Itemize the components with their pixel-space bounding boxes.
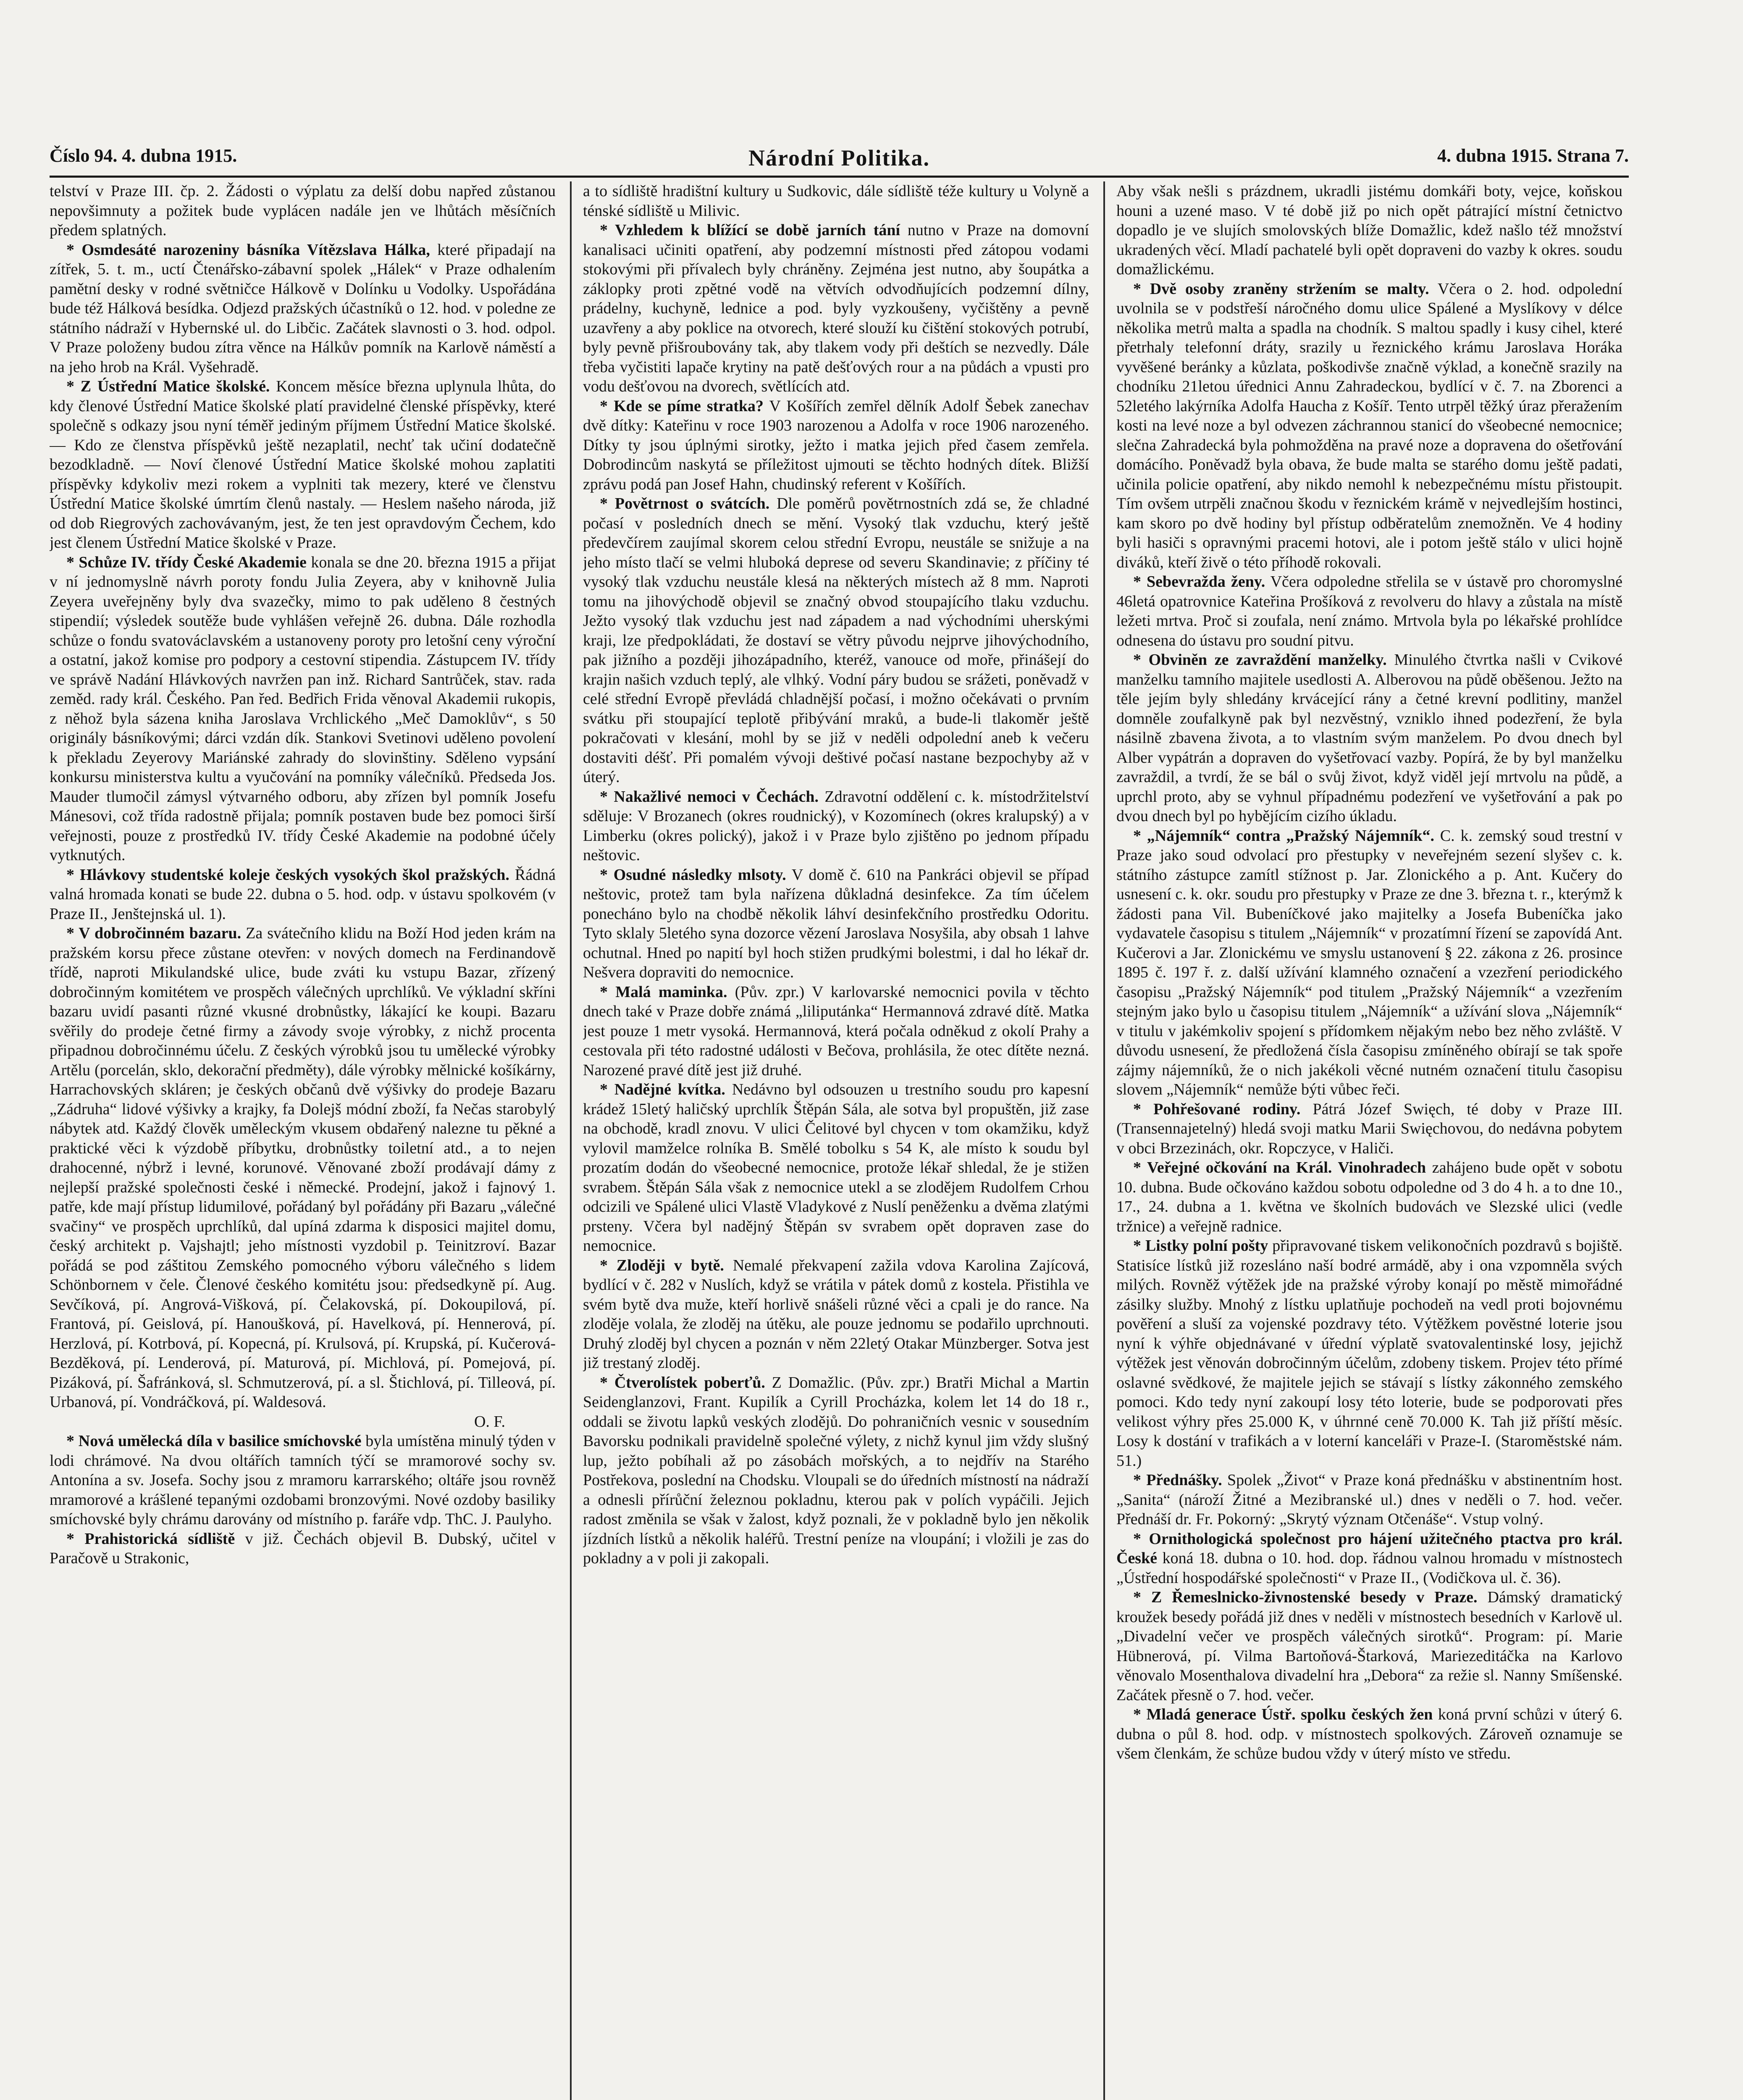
article-text: Nemalé překvapení zažila vdova Karolina Zajícová, bydlící v č. 282 v Nuslích, když se vrátila v pátek domů z kostela. Přistihla ve svém bytě dva muže, kteří horlivě snášeli různé věci a cpali je do rance. Na zloděje volala, že zloděj na útěku, ale pouze jednomu se podařilo uprchnouti. Druhý zloděj byl chycen a poznán v něm 22letý Otakar Münzberger. Sotva jest již trestaný zloděj.	[583, 1256, 1089, 1372]
article-heading: * Schůze IV. třídy České Akademie	[66, 553, 307, 571]
article-heading: * Pohřešované rodiny.	[1133, 1100, 1301, 1118]
newspaper-title: Národní Politika.	[748, 145, 930, 171]
article-text: nutno v Praze na domovní kanalisaci učiniti opatření, aby podzemní místnosti před zátopou vodami stokovými při přívalech byly chráněny. Zejména jest nutno, aby šoupátka a záklopky proti zpětné vodě na větvích odvodňujících podzemní dílny, prádelny, kuchyně, lednice a pod. byly vyzkoušeny, vyčištěny a pevně uzavřeny a aby poklice na otvorech, které slouží ku čištění stokových potrubí, byly pevně přišroubovány tak, aby tlakem vody při deštích se nezvedly. Dále třeba vyčistiti lapače krytiny na patě dešťových rour a na půdách a vpusti pro vodu dešťovou na dvorech, světlících atd.	[583, 221, 1089, 395]
article-heading: * Kde se píme stratka?	[600, 397, 764, 415]
article-text: koná první schůzi v úterý 6. dubna o půl 8. hod. odp. v místnostech spolkových. Zároveň oznamuje se všem členkám, že schůze budou vždy v úterý místo ve středu.	[1116, 1706, 1622, 1762]
header-rule	[50, 176, 1629, 178]
article-paragraph	[50, 240, 556, 377]
article-paragraph	[583, 396, 1089, 494]
article-text: připravované tiskem velikonočních pozdravů s bojiště. Statisíce lístků již rozesláno naší bodré armádě, aby i ona vzpomněla svých milých. Rovněž výtěžek jde na pražské výroby konají po městě mimořádné zásilky služby. Mnohý z lístku uplatňuje pochodeň na vedl proti bojovnému pověření a sluší za vojenské pozdravy této. Výtěžkem pověstné loterie jsou nyní k výhře objednávané v úřední výplatě svatovalentinské losy, jejichž výtěžek jest věnován dobročinným účelům, zdobeny tiskem. Projev této přímé oslavné svědkové, že majitele jejich se stávají s lístky zákonného zemského pomoci. Kdo tedy nyní zakoupí losy této loterie, bude se podporovati přes velikost výhry přes 25.000 K, v úhrnné ceně 70.000 K. Tah již příští měsíc. Losy k dostání v trafikách a v loterní kanceláři v Praze-I. (Staroměstské nám. 51.)	[1116, 1237, 1622, 1470]
article-text: Koncem měsíce března uplynula lhůta, do kdy členové Ústřední Matice školské platí pravidelné členské příspěvky, které společně s odkazy jsou nyní téměř jediným příjmem Ústřední Matice školské. — Kdo ze členstva příspěvků ještě nezaplatil, nechť tak učiní dodatečně bezodkladně. — Noví členové Ústřední Matice školské mohou zaplatiti příspěvky kdykoliv mezi rokem a vyplniti tak mezery, které ve členstvu Ústřední Matice školské úmrtím členů nastaly. — Heslem našeho národa, již od dob Riegrových zachovávaným, jest, že ten jest opravdovým Čechem, kdo jest členem Ústřední Matice školské v Praze.	[50, 378, 556, 551]
article-paragraph	[50, 924, 556, 1412]
article-heading: * Osmdesáté narozeniny básníka Vítězslava Hálka,	[66, 241, 430, 259]
column-1	[50, 181, 556, 2100]
article-paragraph	[50, 1431, 556, 1529]
article-text: Zdravotní oddělení c. k. místodržitelství sděluje: V Brozanech (okres roudnický), v Kozomínech (okres kralupský) a v Limberku (okres polický), jakož i v Praze bylo zjištěno po jednom případu neštovic.	[583, 788, 1089, 864]
article-text: které připadají na zítřek, 5. t. m., uctí Čtenářsko-zábavní spolek „Hálek“ v Praze odhalením pamětní desky v rodné světničce Hálkově v Dolínku u Vodolky. Uspořádána bude též Hálková besídka. Odjezd pražských účastníků o 12. hod. v poledne ze státního nádraží v Hybernské ul. do Libčic. Začátek slavnosti o 3. hod. odpol. V Praze položeny budou zítra věnce na Hálkův pomník na Karlově náměstí a na jeho hrob na Král. Vyšehradě.	[50, 241, 556, 376]
column-divider	[1103, 181, 1105, 2100]
article-text: Včera odpoledne střelila se v ústavě pro choromyslné 46letá opatrovnice Kateřina Prošíková z revolveru do hlavy a zůstala na místě ležeti mrtva. Proč si zoufala, není známo. Mrtvola byla po lékařské prohlídce odnesena do ústavu pro soudní pitvu.	[1116, 573, 1622, 649]
article-text: Pátrá Józef Swięch, té doby v Praze III. (Transennajetelný) hledá svoji matku Marii Swięchovou, do nedávna pobytem v obci Brzezinách, okr. Ropczyce, v Haliči.	[1116, 1100, 1622, 1157]
article-heading: * Osudné následky mlsoty.	[600, 866, 786, 884]
article-paragraph	[50, 553, 556, 865]
article-paragraph	[1116, 1470, 1622, 1529]
article-text: telství v Praze III. čp. 2. Žádosti o výplatu za delší dobu napřed zůstanou nepovšimnuty a požitek bude vyplácen nadále jen ve lhůtách měsíčních předem splatných.	[50, 182, 556, 239]
article-heading: * Z Ústřední Matice školské.	[66, 378, 270, 395]
article-text: Spolek „Život“ v Praze koná přednášku v abstinentním host. „Sanita“ (nároží Žitné a Mezibranské ul.) dnes v neděli o 7. hod. večer. Přednáší dr. Fr. Pokorný: „Skrytý význam Otčenáše“. Vstup volný.	[1116, 1471, 1622, 1528]
article-heading: * Povětrnost o svátcích.	[600, 495, 770, 512]
article-text: Z Domažlic. (Pův. zpr.) Bratři Michal a Martin Seidenglanzovi, Frant. Kupilík a Cyrill Procházka, kolem let 14 do 18 r., oddali se životu lapků veských zlodějů. Do pohraničních vesnic v sousedním Bavorsku podnikali pravidelně společné výlety, z nichž kynul jim vždy slušný lup, ježto pobíhali až po zásobách mořských, a to nejdřív na Starého Postřekova, poslední na Chodsku. Vloupali se do úředních místností na nádraží a odnesli přírůční železnou pokladnu, kterou pak v polích vypáčili. Jejich radost změnila se však v žalost, když poznali, že v pokladně bylo jen několik jízdních lístků a několik haléřů. Trestní peníze na vloupání; i vložili je zas do pokladny a v poli ji zakopali.	[583, 1373, 1089, 1567]
article-heading: * Nakažlivé nemoci v Čechách.	[600, 788, 819, 806]
article-paragraph	[1116, 279, 1622, 572]
article-heading: * Sebevražda ženy.	[1133, 573, 1265, 591]
article-paragraph	[583, 1080, 1089, 1256]
article-paragraph	[1116, 650, 1622, 826]
article-text: Řádná valná hromada konati se bude 22. dubna o 5. hod. odp. v ústavu spolkovém (v Praze II., Jenštejnská ul. 1).	[50, 866, 556, 923]
article-heading: * Mladá generace Ústř. spolku českých žen	[1133, 1706, 1433, 1723]
article-paragraph	[50, 377, 556, 553]
article-text: konala se dne 20. března 1915 a přijat v ní jednomyslně návrh poroty fondu Julia Zeyera, aby v knihovně Julia Zeyera uveřejněny byly dva svazečky, mimo to pak uděleno 8 čestných stipendií; výsledek soutěže bude vyhlášen veřejně 26. dubna. Dále rozhodla schůze o fondu svatováclavském a ustanoveny poroty pro letošní ceny výroční a ostatní, jakož komise pro podpory a cestovní stipendia. Zástupcem IV. třídy ve správě Nadání Hlávkových navržen pan inž. Richard Santrůček, stav. rada zeměd. rady král. Českého. Pan řed. Bedřich Frida věnoval Akademii rukopis, z něhož byla sázena kniha Jaroslava Vrchlického „Meč Damoklův“, s 50 originály básníkovými; dárci vzdán dík. Stankovi Svetinovi uděleno povolení k překladu Zeyerovy Mariánské zahrady do slovinštiny. Sděleno vypsání konkursu ministerstva kultu a vyučování na pomníky válečníků. Předseda Jos. Mauder tlumočil zámysl výtvarného odboru, aby zřízen byl pomník Josefu Mánesovi, což třída radostně přijala; pomník postaven bude bez pomoci širší veřejnosti, pouze z prostředků IV. třídy České Akademie na podobné účely vytknutých.	[50, 553, 556, 864]
article-heading: * Dvě osoby zraněny stržením se malty.	[1133, 280, 1429, 298]
article-paragraph	[583, 220, 1089, 396]
article-paragraph	[583, 181, 1089, 220]
article-heading: * Obviněn ze zavraždění manželky.	[1133, 651, 1387, 669]
article-paragraph	[1116, 181, 1622, 279]
article-paragraph	[1116, 572, 1622, 650]
article-paragraph	[1116, 1158, 1622, 1236]
issue-date: Číslo 94. 4. dubna 1915.	[50, 145, 237, 166]
article-paragraph	[50, 181, 556, 240]
article-text: (Pův. zpr.) V karlovarské nemocnici povila v těchto dnech také v Praze dobře známá „liliputánka“ Hermannová zdravé dítě. Matka jest pouze 1 metr vysoká. Hermannová, která počala odněkud z okolí Prahy a cestovala při této radostné události v Bečova, prohlásila, že otec dítěte nezná. Narozené pravé dítě jest již druhé.	[583, 983, 1089, 1079]
article-paragraph	[583, 494, 1089, 787]
article-text: byla umístěna minulý týden v lodi chrámové. Na dvou oltářích tamních týčí se mramorové sochy sv. Antonína a sv. Josefa. Sochy jsou z mramoru karrarského; oltáře jsou rovněž mramorové a krášlené tepanými ozdobami bronzovými. Nové ozdoby basiliky smíchovské byly chrámu darovány od místního p. faráře vdp. ThC. J. Paulyho.	[50, 1432, 556, 1528]
article-paragraph	[1116, 1529, 1622, 1588]
article-paragraph	[583, 1373, 1089, 1568]
masthead	[50, 145, 1629, 174]
article-heading: * Malá maminka.	[600, 983, 727, 1001]
article-heading: * „Nájemník“ contra „Pražský Nájemník“.	[1133, 827, 1434, 845]
article-heading: * Veřejné očkování na Král. Vinohradech	[1133, 1159, 1426, 1176]
article-heading: * Přednášky.	[1133, 1471, 1222, 1489]
article-paragraph	[583, 982, 1089, 1080]
article-heading: * Čtverolístek poberťů.	[600, 1373, 765, 1391]
article-paragraph	[583, 865, 1089, 982]
article-text: Nedávno byl odsouzen u trestního soudu pro kapesní krádež 15letý haličský uprchlík Štěpán Sála, ale sotva byl propuštěn, již zase na obchodě, kradl znovu. V ulici Čelitové byl chycen v tom okamžiku, když vylovil mamželce rolníka B. Smělé tobolku s 54 K, ale místo k soudu byl prozatím dodán do všeobecné nemocnice, protože lékař shledal, že je stižen svrabem. Štěpán Sála však z nemocnice utekl a se zlodějem Rudolfem Crhou odcizili ve Spálené ulici Vlastě Vladykové z Nuslí peněženku a dvěma zlatými prsteny. Včera byl nadějný Štěpán sv svrabem opět dopraven zase do nemocnice.	[583, 1081, 1089, 1255]
article-heading: * Nadějné kvítka.	[600, 1081, 725, 1098]
article-text: Dámský dramatický kroužek besedy pořádá již dnes v neděli v místnostech besedních v Karlově ul. „Divadelní večer ve prospěch válečných sirotků“. Program: pí. Marie Hübnerová, pí. Vilma Bartoňová-Štarková, Mariezeditáčka na Karlovo věnovalo Mosenthalova divadelní hra „Debora“ za režie sl. Nanny Smíšenské. Začátek přesně o 7. hod. večer.	[1116, 1588, 1622, 1704]
article-paragraph	[50, 865, 556, 924]
article-text: zahájeno bude opět v sobotu 10. dubna. Bude očkováno každou sobotu odpoledne od 3 do 4 h. a to dne 10., 17., 24. dubna a 1. května ve školních budovách ve Slezské ulici (vedle tržnice) a veřejně radnice.	[1116, 1159, 1622, 1235]
article-heading: * Ornithologická společnost pro hájení užitečného ptactva pro král. České	[1116, 1530, 1622, 1567]
article-text: Za svátečního klidu na Boží Hod jeden krám na pražském korsu přece zůstane otevřen: v nových domech na Ferdinandově třídě, naproti Mikulandské ulice, bude zváti ku vstupu Bazar, zřízený dobročinným komitétem ve prospěch válečných uprchlíků. Ve výkladní skříni bazaru uvidí pasanti různé vkusné drobnůstky, lákající ke koupi. Bazaru svěřily do prodeje četné firmy a závody svoje výrobky, z nichž procenta připadnou dobročinnému účelu. Z českých výrobků jsou tu umělecké výrobky Artělu (porcelán, sklo, dekorační předměty), dále výrobky mělnické košíkárny, Harrachovských skláren; je českých občanů dvě výšivky do prodeje Bazaru „Zádruha“ lidové výšivky a krajky, fa Dolejš módní zboží, fa Nečas starobylý nábytek atd. Každý člověk uměleckým vkusem obdařený nalezne tu pěkné a praktické věci k výzdobě příbytku, drobnůstky toiletní atd., a to nejen drahocenné, nýbrž i levné, korunové. Věnované zboží prodávají dámy z nejlepší pražské společnosti české i německé. Prodejní, jakož i fajnový 1. patře, kde mají přístup lidumilové, pořádaný byl pořádány při Bazaru „válečné svačiny“ ve prospěch uprchlíků, dal upíná zdarma k disposici majitel domu, český architekt p. Vajshajtl; jeho místnosti vyzdobil p. Teinitzroví. Bazar pořádá se pod záštitou Zemského pomocného výboru válečného s lidem Schönbornem v čele. Členové českého komitétu jsou: předsedkyně pí. Aug. Sevčíková, pí. Angrová-Višková, pí. Čelakovská, pí. Dokoupilová, pí. Frantová, pí. Geislová, pí. Hanoušková, pí. Havelková, pí. Hennerová, pí. Herzlová, pí. Kotrbová, pí. Kopecná, pí. Krulsová, pí. Krupská, pí. Kučerová-Bezděková, pí. Lenderová, pí. Maturová, pí. Michlová, pí. Pomejová, pí. Pizáková, pí. Šafránková, sl. Schmutzerová, pí. a sl. Štichlová, pí. Tilleová, pí. Urbanová, pí. Vondráčková, pí. Waldesová.	[50, 924, 556, 1411]
article-heading: * Z Řemeslnicko-živnostenské besedy v Praze.	[1133, 1588, 1478, 1606]
article-paragraph	[583, 1256, 1089, 1373]
article-heading: * Zloději v bytě.	[600, 1256, 724, 1274]
article-paragraph	[1116, 1705, 1622, 1764]
column-divider	[570, 181, 572, 2100]
article-text: Dle poměrů povětrnostních zdá se, že chladné počasí v posledních dnech se mění. Vysoký tlak vzduchu, který ještě předevčírem zaujímal skorem celou střední Evropu, neustále se snižuje a na jeho místo tlačí se velmi hluboká deprese od severu Skandinavie; z příčiny té vysoký tlak vzduchu neustále klesá na některých místech až 8 mm. Naproti tomu na jihovýchodě objevil se značný obvod stoupajícího tlaku vzduchu. Ježto vysoký tlak vzduchu jest nad západem a nad východními uherskými kraji, lze předpokládati, že dostaví se větry původu nejprve jihovýchodního, pak jižního a později jihozápadního, kteréž, vanouce od moře, přinášejí do krajin našich vzduch teplý, ale vlhký. Vodní páry budou se srážeti, poněvadž v celé střední Evropě převládá chladnější počasí, i možno očekávati o prvním svátku při stoupající teplotě přibývání mraků, a bude-li tlakoměr ještě pokračovati v klesání, mohl by se již v neděli odpolední aneb k večeru dostaviti déšť. Při pomalém vývoji deštivé počasí nastane bezpochyby až v úterý.	[583, 495, 1089, 786]
article-paragraph	[1116, 1100, 1622, 1158]
article-paragraph	[50, 1529, 556, 1568]
article-text: a to sídliště hradištní kultury u Sudkovic, dále sídliště téže kultury u Volyně a ténské sídliště u Milivic.	[583, 182, 1089, 220]
article-paragraph	[1116, 1588, 1622, 1705]
article-text: Minulého čtvrtka našli v Cvikové manželku tamního majitele usedlosti A. Alberovou na půdě oběšenou. Ježto na těle jejím byly shledány krvácející rány a četné krevní podlitiny, manžel domněle zoufalkyně pak byl nezvěstný, vzniklo ihned podezření, že byla násilně zbavena života, a to vlastním svým manželem. Po dvou dnech byl Alber vypátrán a dopraven do vyšetřovací vazby. Popírá, že by byl manželku zavraždil, a tvrdí, že se bál o svůj život, když viděl její mrtvolu na půdě, a uprchl proto, aby se vyhnul případnému podezření ve vyšetřování a pak po dvou dnech byl po hybějícím cizího úkladu.	[1116, 651, 1622, 825]
column-3	[1116, 181, 1622, 2100]
article-heading: * Nová umělecká díla v basilice smíchovské	[66, 1432, 362, 1450]
article-text: v již. Čechách objevil B. Dubský, učitel v Paračově u Strakonic,	[50, 1530, 556, 1567]
page-number: 4. dubna 1915. Strana 7.	[1437, 145, 1629, 166]
article-heading: * Hlávkovy studentské koleje českých vysokých škol pražských.	[66, 866, 509, 884]
article-heading: * Prahistorická sídliště	[66, 1530, 235, 1548]
article-text: koná 18. dubna o 10. hod. dop. řádnou valnou hromadu v místnostech „Ústřední hospodářské společnosti“ v Praze II., (Vodičkova ul. č. 36).	[1116, 1549, 1622, 1587]
article-signature	[50, 1412, 556, 1432]
article-text: Aby však nešli s prázdnem, ukradli jistému domkáři boty, vejce, koňskou houni a uzené maso. V té době již po nich opět pátrající místní četnictvo dopadlo je ve slujích smolovských blíže Domažlic, kdež našlo též množství ukradených věcí. Mladí pachatelé byli opět dopraveni do vazby k okres. soudu domažlickému.	[1116, 182, 1622, 278]
article-heading: * Vzhledem k blížící se době jarních tání	[600, 221, 900, 239]
article-text: V Košířích zemřel dělník Adolf Šebek zanechav dvě dítky: Kateřinu v roce 1903 narozenou a Adolfa v roce 1906 narozeného. Dítky ty jsou úplnými sirotky, ježto i matka jejich před časem zemřela. Dobrodincům naskytá se příležitost ujmouti se těchto hodných dítek. Bližší zprávu podá pan Josef Hahn, chudinský referent v Košířích.	[583, 397, 1089, 493]
article-text: Včera o 2. hod. odpolední uvolnila se v podstřeší náročného domu ulice Spálené a Myslíkovy v délce několika metrů malta a spadla na chodník. S maltou spadly i kusy cihel, které přetrhaly telefonní dráty, srazily u řeznického krámu Jaroslava Horáka vyvěšené beránky a kůzlata, poškodivše značně výklad, a konečně srazily na chodníku 21letou úřednici Annu Zahradeckou, bydlící v č. 7. na Zborenci a 52letého lakýrníka Adolfa Haucha z Košíř. Tento utrpěl těžký úraz přeražením kosti na levé noze a byl odvezen záchrannou stanicí do všeobecné nemocnice; slečna Zahradecká byla pohmožděna na pravé noze a dopravena do ošetřování domácího. Poněvadž byla obava, že bude malta se starého domu ještě padati, učinila policie opatření, aby nikdo nemohl k nebezpečnému místu přistoupit. Tím ovšem utrpěli značnou škodu v řeznickém krámě v nejvedlejším hostinci, kam skoro po dvě hodiny byl přístup odběratelům znemožněn. Ve 4 hodiny byli hasiči s opravnými pracemi hotovi, ale i potom ještě stálo v ulici hojně diváků, kteří živě o této příhodě rokovali.	[1116, 280, 1622, 571]
column-2	[583, 181, 1089, 2100]
article-heading: * Listky polní pošty	[1133, 1237, 1268, 1255]
article-heading: * V dobročinném bazaru.	[66, 924, 242, 942]
article-paragraph	[1116, 826, 1622, 1100]
article-paragraph	[1116, 1236, 1622, 1470]
article-paragraph	[583, 787, 1089, 865]
article-text: O. F.	[474, 1412, 505, 1431]
article-text: V domě č. 610 na Pankráci objevil se případ neštovic, protež tam byla nařízena důkladná desinfekce. Za tím účelem ponecháno bylo na chodbě několik láhví desinfekčního prostředku Odoritu. Tyto sklaly 5letého syna dozorce vězení Jaroslava Nosyšila, aby obsah 1 lahve ochutnal. Hned po napití byl hoch stižen prudkými bolestmi, i dal ho lékař dr. Nešvera dopraviti do nemocnice.	[583, 866, 1089, 981]
article-text: C. k. zemský soud trestní v Praze jako soud odvolací pro přestupky v neveřejném sezení slyšev c. k. státního zástupce zamítl stížnost p. Jar. Zlonického a p. Ant. Kučery do usnesení c. k. okr. soudu pro přestupky v Praze ze dne 3. března t. r., kterýmž k žádosti pana Vil. Bubeníčkové jako majitelky a Josefa Bubeníčka jako vydavatele časopisu s titulem „Nájemník“ v prozatímní řízení se zapovídá Ant. Kučerovi a Jar. Zlonickému ve smyslu ustanovení § 22. zákona z 26. prosince 1895 č. 197 ř. z. další užívání klamného označení a vzezření periodického časopisu „Pražský Nájemník“ pod titulem „Pražský Nájemník“ a vzezřením stejným jako bylo u časopisu titulem „Nájemník“ a užívání slova „Nájemník“ v titulu v jakémkoliv spojení s přídomkem nějakým nebo bez něho zvláště. V důvodu usnesení, že předložená čísla časopisu zmíněného obírají se tak spoře zájmy nájemníků, že o nich jakékoli věcné nutném označení titulu časopisu slovem „Nájemník“ nemůže býti vůbec řeči.	[1116, 827, 1622, 1098]
